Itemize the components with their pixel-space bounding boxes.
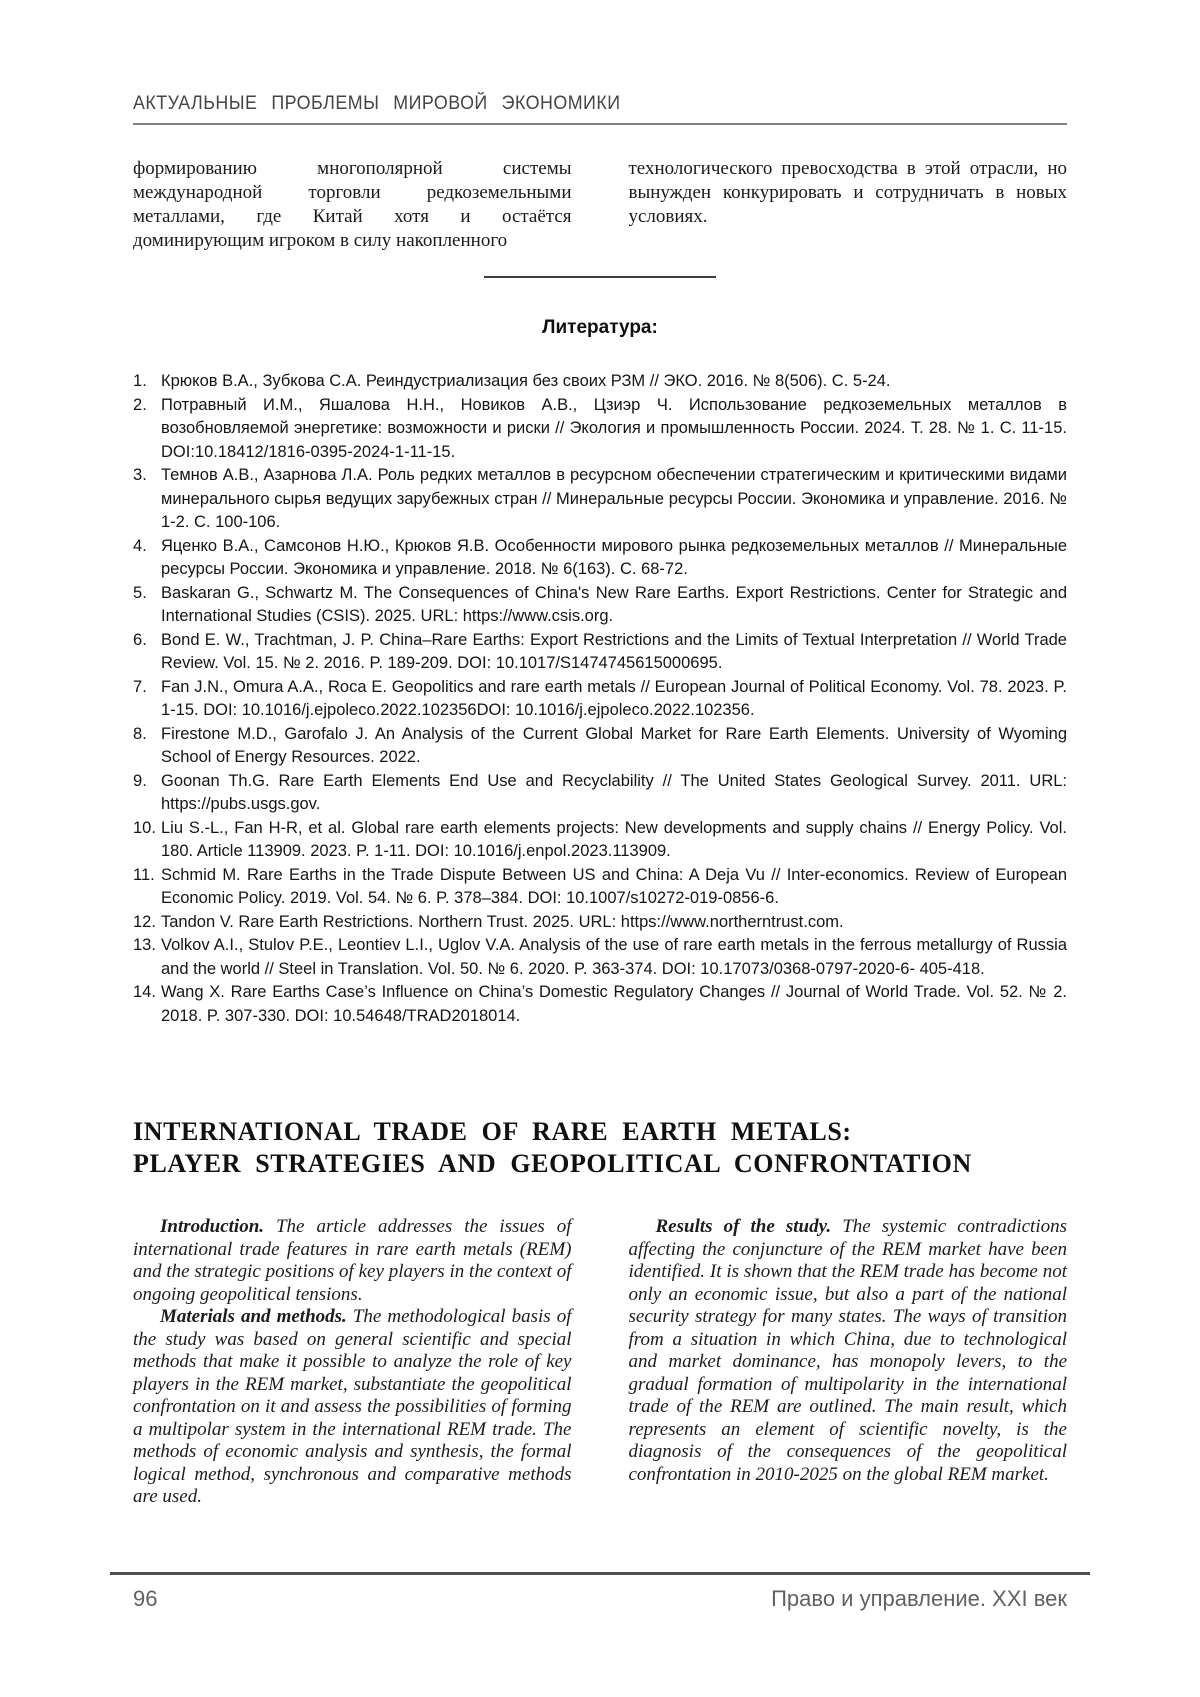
abstract-paragraph-materials bbox=[133, 1306, 572, 1509]
article-title-en bbox=[133, 1116, 1067, 1180]
abstract-lead: Introduction. bbox=[160, 1216, 265, 1237]
abstract-right-column bbox=[629, 1216, 1068, 1509]
reference-item: Firestone M.D., Garofalo J. An Analysis of the Current Global Market for Rare Earth Elements. University of Wyoming School of Energy Resources. 2022. bbox=[161, 724, 1067, 766]
reference-item: Темнов А.В., Азарнова Л.А. Роль редких металлов в ресурсном обеспечении стратегическим и критическими видами минерального сырья ведущих зарубежных стран // Минеральные ресурсы России. Экономика и управление. 2016. № 1-2. С. 100-106. bbox=[161, 466, 1067, 531]
section-divider-rule bbox=[484, 276, 716, 278]
references-list bbox=[133, 370, 1067, 1028]
header-rule bbox=[133, 123, 1067, 125]
abstract-text: The methodological basis of the study was based on general scientific and special methods that make it possible to analyze the role of key players in the REM market, substantiate the geopolitical confrontation on it and assess the possibilities of forming a multipolar system in the international REM trade. The methods of economic analysis and synthesis, the formal logical method, synchronous and comparative methods are used. bbox=[133, 1306, 572, 1507]
article-title-line1: INTERNATIONAL TRADE OF RARE EARTH METALS: bbox=[133, 1117, 852, 1146]
footer-rule bbox=[110, 1572, 1090, 1575]
intro-right-column: технологического превосходства в этой отрасли, но вынужден конкурировать и сотрудничать в новых условиях. bbox=[628, 158, 1067, 227]
reference-item: Schmid M. Rare Earths in the Trade Dispute Between US and China: A Deja Vu // Inter-economics. Review of European Economic Policy. 2019. Vol. 54. № 6. P. 378–384. DOI: 10.1007/s10272-019-0856-6. bbox=[161, 865, 1067, 907]
abstract-text: The systemic contradictions affecting the conjuncture of the REM market have been identified. It is shown that the REM trade has become not only an economic issue, but also a part of the national security strategy for many states. The ways of transition from a situation in which China, due to technological and market dominance, has monopoly levers, to the gradual formation of multipolarity in the international trade of the REM are outlined. The main result, which represents an element of scientific novelty, is the diagnosis of the consequences of the geopolitical confrontation in 2010-2025 on the global REM market. bbox=[628, 1216, 1068, 1485]
reference-item: Потравный И.М., Яшалова Н.Н., Новиков А.В., Цзиэр Ч. Использование редкоземельных металлов в возобновляемой энергетике: возможности и риски // Экология и промышленность России. 2024. Т. 28. № 1. С. 11-15. DOI:10.18412/1816-0395-2024-1-11-15. bbox=[161, 395, 1067, 461]
reference-item: Крюков В.А., Зубкова С.А. Реиндустриализация без своих РЗМ // ЭКО. 2016. № 8(506). С. 5-24. bbox=[161, 372, 891, 390]
abstract-paragraph-results bbox=[629, 1216, 1068, 1486]
intro-left-column: формированию многополярной системы международной торговли редкоземельными металлами, где Китай хотя и остаётся доминирующим игроком в силу накопленного bbox=[133, 158, 572, 251]
abstract-columns bbox=[133, 1216, 1067, 1509]
abstract-lead: Materials and methods. bbox=[160, 1306, 347, 1327]
reference-item: Volkov A.I., Stulov P.E., Leontiev L.I., Uglov V.A. Analysis of the use of rare earth metals in the ferrous metallurgy of Russia and the world // Steel in Translation. Vol. 50. № 6. 2020. P. 363-374. DOI: 10.17073/0368-0797-2020-6- 405-418. bbox=[161, 936, 1067, 978]
reference-item: Bond E. W., Trachtman, J. P. China–Rare Earths: Export Restrictions and the Limits of Textual Interpretation // World Trade Review. Vol. 15. № 2. 2016. P. 189-209. DOI: 10.1017/S1474745615000695. bbox=[161, 630, 1067, 672]
abstract-left-column bbox=[133, 1216, 572, 1509]
reference-item: Fan J.N., Omura A.A., Roca E. Geopolitics and rare earth metals // European Journal of Political Economy. Vol. 78. 2023. P. 1-15. DOI: 10.1016/j.ejpoleco.2022.102356DOI: 10.1016/j.ejpoleco.2022.102356. bbox=[161, 677, 1067, 719]
reference-item: Яценко В.А., Самсонов Н.Ю., Крюков Я.В. Особенности мирового рынка редкоземельных металлов // Минеральные ресурсы России. Экономика и управление. 2018. № 6(163). С. 68-72. bbox=[161, 536, 1067, 578]
references-heading: Литература: bbox=[542, 317, 658, 338]
reference-item: Liu S.-L., Fan H-R, et al. Global rare earth elements projects: New developments and supply chains // Energy Policy. Vol. 180. Article 113909. 2023. P. 1-11. DOI: 10.1016/j.enpol.2023.113909. bbox=[161, 818, 1067, 860]
reference-item: Baskaran G., Schwartz M. The Consequences of China's New Rare Earths. Export Restrictions. Center for Strategic and International Studies (CSIS). 2025. URL: https://www.csis.org. bbox=[161, 583, 1067, 625]
abstract-paragraph-introduction bbox=[133, 1216, 572, 1306]
abstract-text: The article addresses the issues of international trade features in rare earth metals (REM) and the strategic positions of key players in the context of ongoing geopolitical tensions. bbox=[133, 1216, 572, 1305]
page-number: 96 bbox=[133, 1586, 158, 1611]
journal-name: Право и управление. XXI век bbox=[771, 1586, 1067, 1611]
abstract-lead: Results of the study. bbox=[655, 1216, 832, 1237]
running-head: АКТУАЛЬНЫЕ ПРОБЛЕМЫ МИРОВОЙ ЭКОНОМИКИ bbox=[133, 93, 621, 114]
article-title-line2: PLAYER STRATEGIES AND GEOPOLITICAL CONFRONTATION bbox=[133, 1149, 972, 1178]
article-lead-columns bbox=[133, 157, 1067, 253]
page-footer bbox=[110, 1572, 1090, 1612]
reference-item: Wang X. Rare Earths Case’s Influence on China’s Domestic Regulatory Changes // Journal of World Trade. Vol. 52. № 2. 2018. P. 307-330. DOI: 10.54648/TRAD2018014. bbox=[161, 983, 1067, 1025]
reference-item: Goonan Th.G. Rare Earth Elements End Use and Recyclability // The United States Geological Survey. 2011. URL: https://pubs.usgs.gov. bbox=[161, 771, 1067, 813]
reference-item: Tandon V. Rare Earth Restrictions. Northern Trust. 2025. URL: https://www.northerntrust.com. bbox=[161, 912, 844, 931]
